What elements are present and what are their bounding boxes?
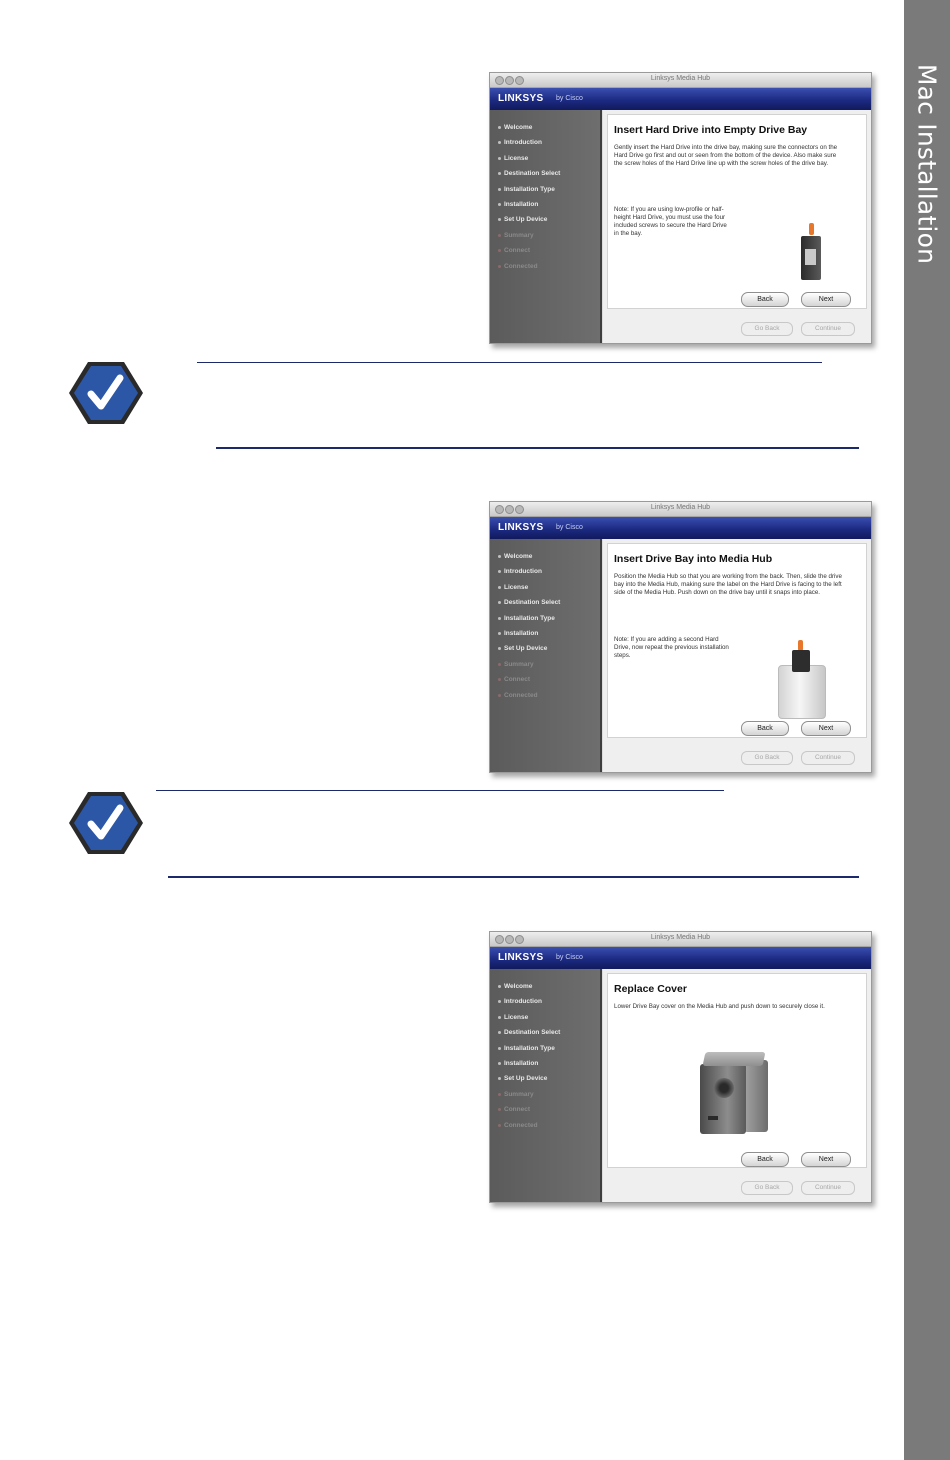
continue-button[interactable]: Continue [801,751,855,765]
step-license: License [504,1010,600,1025]
media-hub-illustration [778,640,828,720]
step-connect: Connect [504,1102,600,1117]
step-summary: Summary [504,1087,600,1102]
installer-screenshot-1 [489,72,872,344]
step-instructions: Gently insert the Hard Drive into the drive bay, making sure the connectors on the Hard Drive go first and out or seen from the bottom of the device. Also make sure the screw holes of the Hard Drive line up with the screw holes of the drive bay. [614,144,838,167]
installer-screenshot-2 [489,501,872,773]
go-back-button[interactable]: Go Back [741,1181,793,1195]
step-set-up-device: Set Up Device [504,1071,600,1086]
media-hub-cover-illustration [700,1052,772,1136]
brand-logo: LINKSYS [498,93,544,104]
continue-button[interactable]: Continue [801,1181,855,1195]
step-installation: Installation [504,626,600,641]
brand-logo: LINKSYS [498,522,544,533]
step-introduction: Introduction [504,564,600,579]
brand-bar [490,517,871,539]
brand-subtitle: by Cisco [556,524,583,531]
step-instructions: Lower Drive Bay cover on the Media Hub and push down to securely close it. [614,1003,825,1010]
step-heading: Insert Hard Drive into Empty Drive Bay [614,124,808,136]
note-check-icon [67,360,145,426]
window-titlebar [490,73,871,88]
step-license: License [504,151,600,166]
next-button[interactable]: Next [801,1152,851,1167]
installer-steps-sidebar [490,539,602,772]
note-rule-top [197,362,822,363]
step-introduction: Introduction [504,135,600,150]
installer-steps-sidebar [490,110,602,343]
installer-main-panel [603,969,871,1202]
window-titlebar [490,932,871,947]
step-installation-type: Installation Type [504,182,600,197]
section-side-tab-label: Mac Installation [912,63,942,265]
window-titlebar [490,502,871,517]
note-rule-top [156,790,724,791]
step-set-up-device: Set Up Device [504,212,600,227]
step-summary: Summary [504,228,600,243]
window-title: Linksys Media Hub [650,504,711,511]
brand-logo: LINKSYS [498,952,544,963]
next-button[interactable]: Next [801,292,851,307]
step-welcome: Welcome [504,120,600,135]
back-button[interactable]: Back [741,1152,789,1167]
step-destination-select: Destination Select [504,595,600,610]
installer-main-panel [603,539,871,772]
step-introduction: Introduction [504,994,600,1009]
back-button[interactable]: Back [741,721,789,736]
step-welcome: Welcome [504,549,600,564]
step-installation: Installation [504,197,600,212]
hard-drive-illustration [798,223,824,285]
step-installation-type: Installation Type [504,1041,600,1056]
next-button[interactable]: Next [801,721,851,736]
step-welcome: Welcome [504,979,600,994]
back-button[interactable]: Back [741,292,789,307]
window-title: Linksys Media Hub [650,934,711,941]
step-connect: Connect [504,243,600,258]
step-instructions: Position the Media Hub so that you are working from the back. Then, slide the drive bay into the Media Hub, making sure the label on the Hard Drive is facing to the left side of the Media Hub. Push down on the drive bay until it snaps into place. [614,573,842,596]
continue-button[interactable]: Continue [801,322,855,336]
step-note: Note: If you are adding a second Hard Drive, now repeat the previous installation steps. [614,636,729,659]
step-heading: Replace Cover [614,983,687,995]
step-connected: Connected [504,259,600,274]
installer-content-pane [607,114,867,309]
step-summary: Summary [504,657,600,672]
installer-steps-sidebar [490,969,602,1202]
step-license: License [504,580,600,595]
installer-content-pane [607,973,867,1168]
brand-bar [490,947,871,969]
go-back-button[interactable]: Go Back [741,322,793,336]
step-note: Note: If you are using low-profile or half-height Hard Drive, you must use the four included screws to secure the Hard Drive in the bay. [614,206,727,237]
step-destination-select: Destination Select [504,1025,600,1040]
go-back-button[interactable]: Go Back [741,751,793,765]
installer-screenshot-3 [489,931,872,1203]
step-heading: Insert Drive Bay into Media Hub [614,553,773,565]
note-check-icon [67,790,145,856]
brand-subtitle: by Cisco [556,954,583,961]
installer-content-pane [607,543,867,738]
step-connected: Connected [504,688,600,703]
step-connected: Connected [504,1118,600,1133]
step-installation-type: Installation Type [504,611,600,626]
installer-main-panel [603,110,871,343]
step-set-up-device: Set Up Device [504,641,600,656]
note-rule-bottom [168,876,859,878]
step-connect: Connect [504,672,600,687]
note-rule-bottom [216,447,859,449]
brand-bar [490,88,871,110]
brand-subtitle: by Cisco [556,95,583,102]
window-title: Linksys Media Hub [650,75,711,82]
step-installation: Installation [504,1056,600,1071]
step-destination-select: Destination Select [504,166,600,181]
